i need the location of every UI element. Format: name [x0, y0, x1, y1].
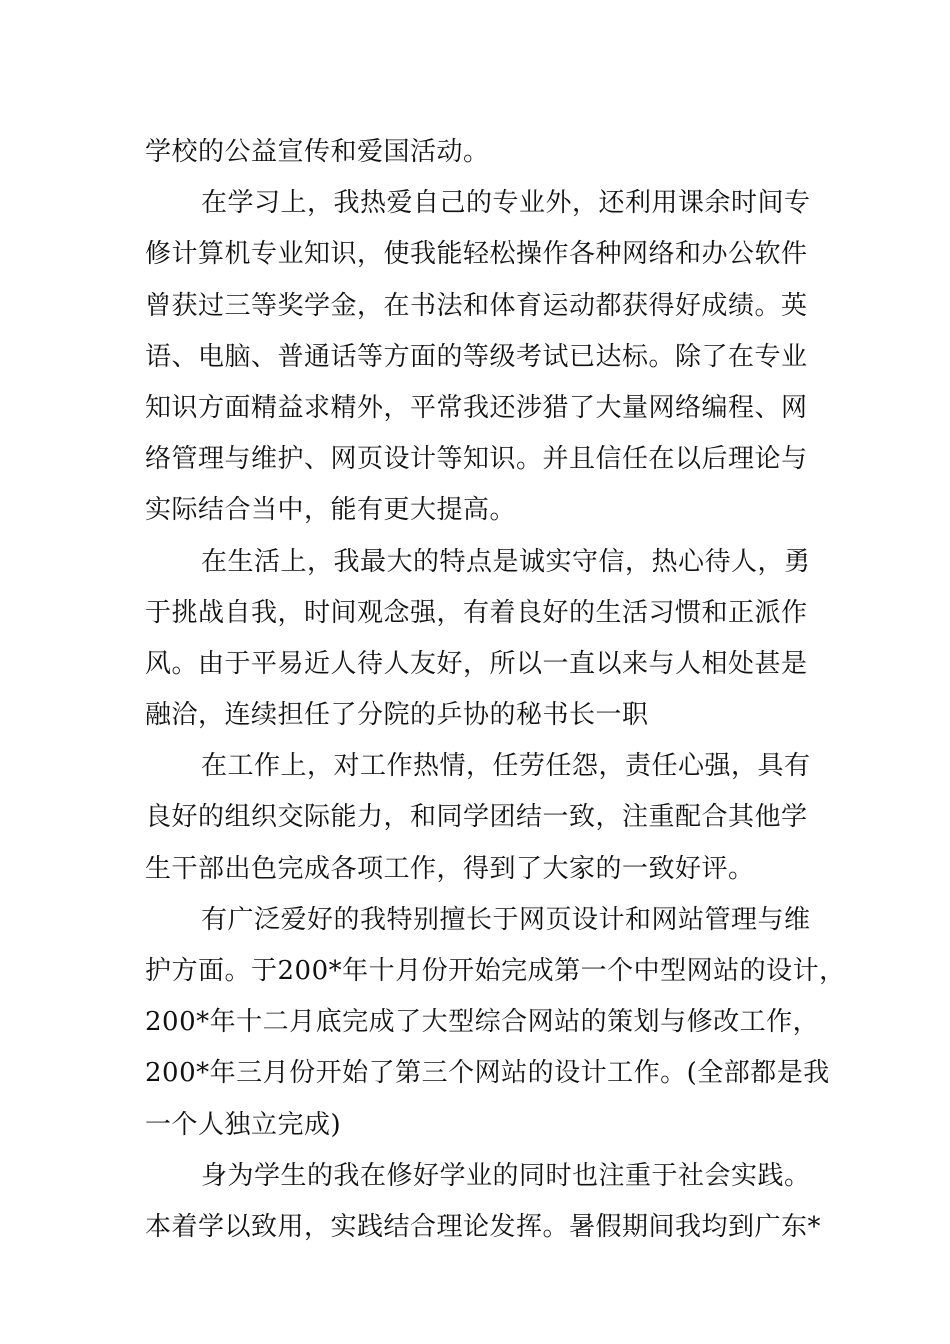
text-line: 实际结合当中，能有更大提高。 — [145, 495, 517, 526]
text-line: 风。由于平易近人待人友好，所以一直以来与人相处甚是 — [145, 648, 808, 679]
text-line: 在生活上，我最大的特点是诚实守信，热心待人，勇 — [201, 546, 811, 577]
text-line: 修计算机专业知识，使我能轻松操作各种网络和办公软件 — [145, 239, 808, 270]
text-line: 本着学以致用，实践结合理论发挥。暑假期间我均到广东* — [145, 1211, 822, 1242]
text-line: 护方面。于200*年十月份开始完成第一个中型网站的设计， — [145, 956, 846, 986]
text-line: 200*年十二月底完成了大型综合网站的策划与修改工作， — [145, 1007, 820, 1038]
text-line: 200*年三月份开始了第三个网站的设计工作。(全部都是我 — [145, 1058, 830, 1089]
text-line: 良好的组织交际能力，和同学团结一致，注重配合其他学 — [145, 802, 808, 833]
text-line: 知识方面精益求精外，平常我还涉猎了大量网络编程、网 — [145, 392, 808, 423]
text-line: 身为学生的我在修好学业的同时也注重于社会实践。 — [201, 1160, 811, 1191]
text-line: 融洽，连续担任了分院的乒协的秘书长一职 — [145, 700, 649, 731]
text-line: 在学习上，我热爱自己的专业外，还利用课余时间专 — [201, 188, 811, 219]
text-line: 学校的公益宣传和爱国活动。 — [145, 137, 490, 167]
text-line: 曾获过三等奖学金，在书法和体育运动都获得好成绩。英 — [145, 290, 808, 321]
text-line: 语、电脑、普通话等方面的等级考试已达标。除了在专业 — [145, 341, 808, 372]
text-line: 有广泛爱好的我特别擅长于网页设计和网站管理与维 — [201, 904, 811, 935]
body-text — [145, 127, 846, 1253]
text-line: 于挑战自我，时间观念强，有着良好的生活习惯和正派作 — [145, 597, 808, 628]
text-line: 一个人独立完成) — [145, 1109, 342, 1140]
text-line: 在工作上，对工作热情，任劳任怨，责任心强，具有 — [201, 751, 811, 782]
text-line: 络管理与维护、网页设计等知识。并且信任在以后理论与 — [145, 444, 808, 475]
text-line: 生干部出色完成各项工作，得到了大家的一致好评。 — [145, 853, 755, 884]
